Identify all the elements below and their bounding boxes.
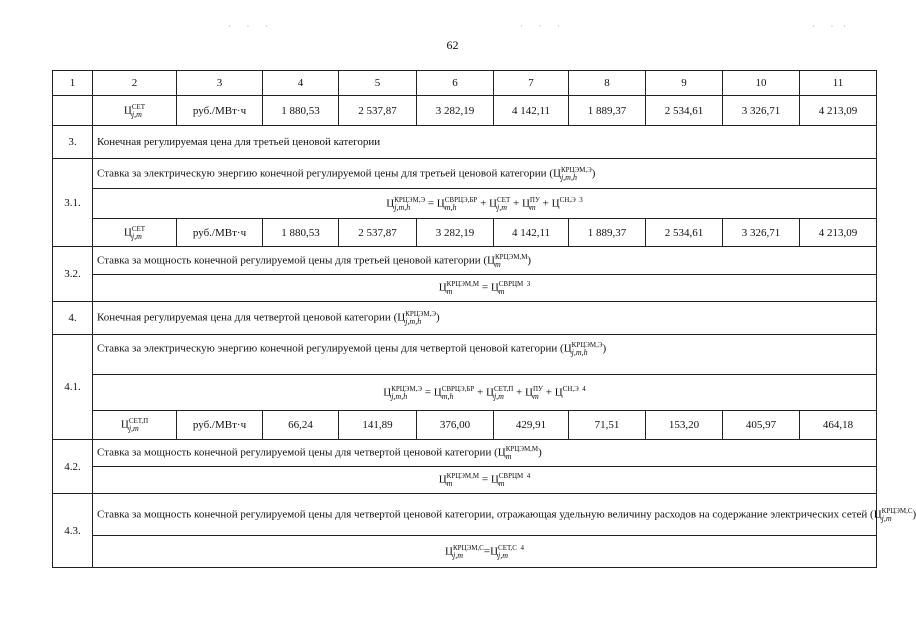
formula-row	[53, 536, 877, 568]
section-row	[53, 159, 877, 189]
section-row	[53, 126, 877, 159]
section-text: Ставка за мощность конечной регулируемой цены для четвертой ценовой категории (Ц КРЦЭМ,М m )	[93, 440, 877, 467]
table-row	[53, 219, 877, 247]
value-cell: 153,20	[646, 411, 723, 440]
section-text: Ставка за электрическую энергию конечной регулируемой цены для четвертой ценовой категории (Ц КРЦЭМ,Э j,m,h )	[93, 335, 877, 375]
formula-row	[53, 375, 877, 411]
value-cell: 66,24	[263, 411, 339, 440]
header-cell: 9	[646, 71, 723, 96]
value-cell: 4 213,09	[800, 219, 877, 247]
value-cell: 4 213,09	[800, 96, 877, 126]
symbol-cell: Ц СЕТ j,m	[93, 219, 177, 247]
scan-speck: · · ·	[228, 22, 272, 31]
formula: Ц КРЦЭМ,Э j,m,h = Ц СВРЦЭ,БР m,h + Ц СЕТ j,m + Ц ПУ m + Ц СН,Э 3	[93, 189, 877, 219]
value-cell: 1 889,37	[569, 219, 646, 247]
section-row	[53, 302, 877, 335]
value-cell: 71,51	[569, 411, 646, 440]
tariff-table	[52, 70, 916, 568]
section-row	[53, 440, 877, 467]
scan-speck: · · ·	[520, 22, 564, 31]
value-cell: 2 534,61	[646, 219, 723, 247]
section-number: 3.	[53, 126, 93, 159]
scan-speck: · · ·	[812, 22, 850, 31]
page-number: 62	[446, 38, 459, 52]
section-row	[53, 494, 877, 536]
symbol-cell: Ц СЕТ j,m	[93, 96, 177, 126]
symbol-cell: Ц СЕТ,П j,m	[93, 411, 177, 440]
section-text: Конечная регулируемая цена для четвертой ценовой категории (Ц КРЦЭМ,Э j,m,h )	[93, 302, 877, 335]
unit-cell: руб./МВт·ч	[177, 219, 263, 247]
header-cell: 3	[177, 71, 263, 96]
formula: Ц КРЦЭМ,С j,m =Ц СЕТ,С 4 j,m	[93, 536, 877, 568]
formula-row	[53, 467, 877, 494]
section-number: 3.1.	[53, 159, 93, 247]
header-row	[53, 71, 877, 96]
section-number: 4.1.	[53, 335, 93, 440]
unit-cell: руб./МВт·ч	[177, 411, 263, 440]
value-cell: 2 537,87	[339, 219, 417, 247]
table-row	[53, 96, 877, 126]
value-cell: 4 142,11	[494, 219, 569, 247]
unit-cell: руб./МВт·ч	[177, 96, 263, 126]
value-cell: 1 880,53	[263, 96, 339, 126]
value-cell: 464,18	[800, 411, 877, 440]
section-row	[53, 335, 877, 375]
formula: Ц КРЦЭМ,М m = Ц СВРЦМ 3 m	[93, 275, 877, 302]
formula: Ц КРЦЭМ,Э j,m,h = Ц СВРЦЭ,БР m,h + Ц СЕТ,П j,m + Ц ПУ m + Ц СН,Э 4	[93, 375, 877, 411]
formula-row	[53, 189, 877, 219]
header-cell: 7	[494, 71, 569, 96]
value-cell: 1 889,37	[569, 96, 646, 126]
value-cell: 4 142,11	[494, 96, 569, 126]
section-number: 4.3.	[53, 494, 93, 568]
value-cell: 3 326,71	[723, 96, 800, 126]
section-number: 4.2.	[53, 440, 93, 494]
empty-cell	[53, 96, 93, 126]
formula-row	[53, 275, 877, 302]
section-number: 4.	[53, 302, 93, 335]
value-cell: 2 537,87	[339, 96, 417, 126]
value-cell: 141,89	[339, 411, 417, 440]
header-cell: 4	[263, 71, 339, 96]
formula: Ц КРЦЭМ,М m = Ц СВРЦМ 4 m	[93, 467, 877, 494]
header-cell: 10	[723, 71, 800, 96]
header-cell: 11	[800, 71, 877, 96]
value-cell: 405,97	[723, 411, 800, 440]
header-cell: 5	[339, 71, 417, 96]
value-cell: 1 880,53	[263, 219, 339, 247]
value-cell: 3 282,19	[417, 96, 494, 126]
section-text: Ставка за мощность конечной регулируемой цены для четвертой ценовой категории, отражающая удельную величину расходов на содержание электрических сетей (Ц КРЦЭМ,С j,m )	[93, 494, 877, 536]
table-row	[53, 411, 877, 440]
value-cell: 429,91	[494, 411, 569, 440]
section-row	[53, 247, 877, 275]
value-cell: 376,00	[417, 411, 494, 440]
value-cell: 2 534,61	[646, 96, 723, 126]
header-cell: 8	[569, 71, 646, 96]
value-cell: 3 282,19	[417, 219, 494, 247]
section-text: Ставка за мощность конечной регулируемой цены для третьей ценовой категории (Ц КРЦЭМ,М m )	[93, 247, 877, 275]
section-text: Ставка за электрическую энергию конечной регулируемой цены для третьей ценовой категории (Ц КРЦЭМ,Э j,m,h )	[93, 159, 877, 189]
header-cell: 1	[53, 71, 93, 96]
section-text: Конечная регулируемая цена для третьей ценовой категории	[93, 126, 877, 159]
value-cell: 3 326,71	[723, 219, 800, 247]
header-cell: 2	[93, 71, 177, 96]
section-number: 3.2.	[53, 247, 93, 302]
header-cell: 6	[417, 71, 494, 96]
